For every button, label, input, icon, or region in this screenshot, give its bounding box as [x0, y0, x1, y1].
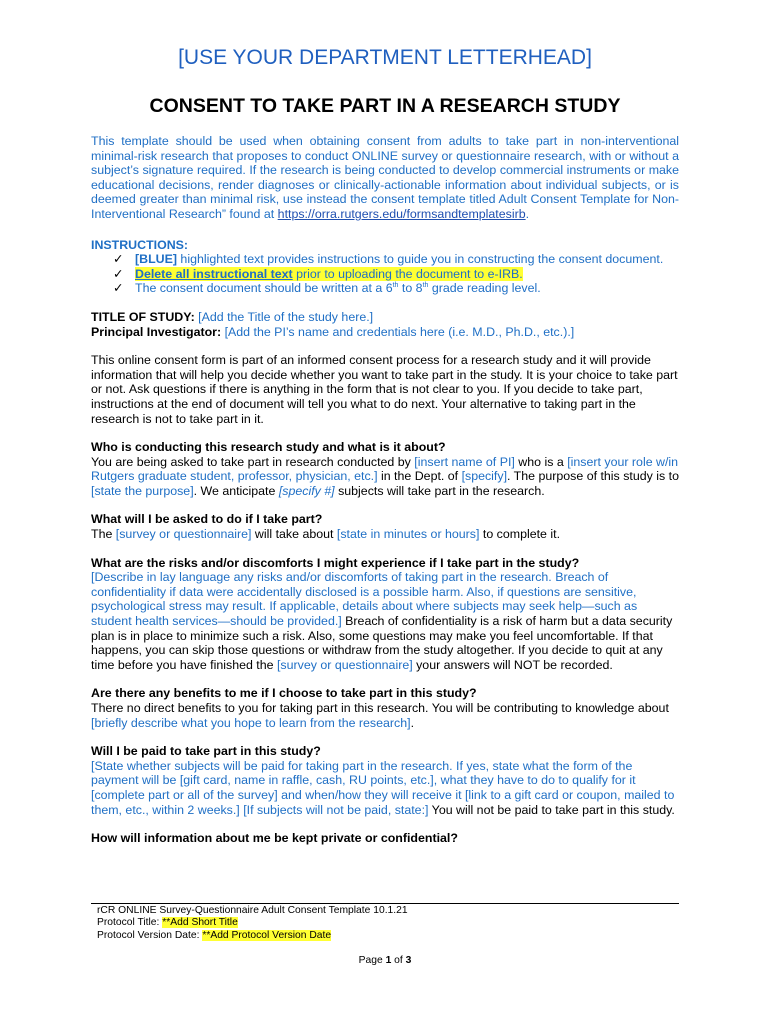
section-question: Will I be paid to take part in this study? [91, 744, 321, 759]
check-icon: ✓ [113, 252, 124, 267]
instruction-item [113, 267, 679, 282]
section-question: Are there any benefits to me if I choose to take part in this study? [91, 686, 477, 701]
section-what [91, 512, 679, 541]
instruction-text: grade reading level. [428, 281, 541, 296]
check-icon: ✓ [113, 266, 124, 281]
protocol-version-line: Protocol Version Date: **Add Protocol Version Date [97, 929, 332, 941]
section-privacy [91, 831, 679, 846]
template-intro [91, 134, 679, 222]
study-title-label: TITLE OF STUDY: [91, 309, 195, 324]
pi-line [91, 325, 679, 340]
section-answer: You are being asked to take part in research conducted by [insert name of PI] who is a [insert your role w/in Rutgers graduate student, professor, physician, etc.] in the Dept. of [specify]. The purpose of this study is to [state the purpose]. We anticipate [specify #] subjects will take part in the research. [91, 454, 679, 498]
intro-text: This template should be used when obtaining consent from adults to take part in non-interventional minimal-risk research that proposes to conduct ONLINE survey or questionnaire research, with or without a subject’s signature required. If the research is being conducted to develop commercial instruments or make educational decisions, render diagnoses or clinically-actionable information about individual subjects, or is deemed greater than minimal risk, use instead the consent template titled Adult Consent Template for Non-Interventional Research” found at [91, 134, 679, 221]
section-question: What will I be asked to do if I take part? [91, 512, 323, 527]
section-answer: [Describe in lay language any risks and/or discomforts of taking part in the research. Breach of confidentiality if data were accidentally disclosed is a possible harm. Also, if questions are sensitive, psychological stress may result. If applicable, details about where subjects may seek help—such as student health services—should be provided.] Breach of confidentiality is a risk of harm but a data security plan is in place to minimize such a risk. Also, some questions may make you feel uncomfortable. If that happens, you can skip those questions or withdraw from the study altogether. If you decide to quit at any time before you have finished the [survey or questionnaire] your answers will NOT be recorded. [91, 570, 673, 672]
section-benefits [91, 686, 679, 730]
document-body [91, 134, 679, 846]
instruction-text: prior to uploading the document to e-IRB. [292, 266, 523, 281]
instruction-text: The consent document should be written at a 6 [135, 281, 393, 296]
instruction-text: highlighted text provides instructions to guide you in constructing the consent document. [176, 252, 664, 267]
instructions-heading: INSTRUCTIONS: [91, 237, 189, 252]
protocol-title-line: Protocol Title: **Add Short Title [97, 917, 238, 929]
section-who [91, 440, 679, 498]
section-payment [91, 744, 679, 817]
instruction-bold: Delete all instructional text [135, 266, 293, 281]
study-title-line [91, 310, 679, 325]
section-answer: There no direct benefits to you for taking part in this research. You will be contributing to knowledge about [briefly describe what you hope to learn from the research]. [91, 701, 669, 730]
pi-label: Principal Investigator: [91, 324, 222, 339]
section-answer: The [survey or questionnaire] will take about [state in minutes or hours] to complete it. [91, 527, 561, 542]
intro-end: . [525, 206, 530, 221]
template-version: rCR ONLINE Survey-Questionnaire Adult Consent Template 10.1.21 [97, 905, 408, 916]
study-title-value: [Add the Title of the study here.] [194, 309, 374, 324]
section-answer: [State whether subjects will be paid for taking part in the research. If yes, state what the form of the payment will be [gift card, name in raffle, cash, RU points, etc.], what they have to do to qualify for it [complete part or all of the survey] and when/how they will receive it [link to a gift card or coupon, mailed to them, etc., within 2 weeks.] [If subjects will not be paid, state:] You will not be paid to take part in this study. [91, 758, 675, 817]
check-icon: ✓ [113, 281, 124, 296]
footer-divider [91, 903, 679, 904]
instruction-text: to 8 [398, 281, 423, 296]
section-question: What are the risks and/or discomforts I might experience if I take part in the study? [91, 555, 580, 570]
instructions-list [91, 252, 679, 296]
instruction-bold: [BLUE] [135, 252, 177, 267]
document-title: CONSENT TO TAKE PART IN A RESEARCH STUDY [149, 95, 621, 117]
forms-link[interactable]: https://orra.rutgers.edu/formsandtemplatesirb [277, 206, 526, 221]
instruction-item [113, 281, 679, 296]
instruction-item [113, 252, 679, 267]
superscript: th [422, 282, 429, 290]
page-number: Page 1 of 3 [358, 955, 412, 966]
pi-value: [Add the PI’s name and credentials here (i.e. M.D., Ph.D., etc.).] [221, 324, 575, 339]
superscript: th [392, 282, 399, 290]
page-footer [97, 905, 408, 942]
section-question: Who is conducting this research study and what is it about? [91, 440, 446, 455]
section-risks [91, 556, 679, 673]
letterhead-placeholder: [USE YOUR DEPARTMENT LETTERHEAD] [178, 46, 592, 69]
section-question: How will information about me be kept private or confidential? [91, 831, 458, 846]
consent-intro-paragraph: This online consent form is part of an informed consent process for a research study and it will provide information that will help you decide whether you want to take part in the study. It is your choice to take part or not. Ask questions if there is anything in the form that is not clear to you. If you decide to take part, instructions at the end of document will tell you what to do next. Your alternative to taking part in the research is not to take part in it. [91, 353, 678, 426]
